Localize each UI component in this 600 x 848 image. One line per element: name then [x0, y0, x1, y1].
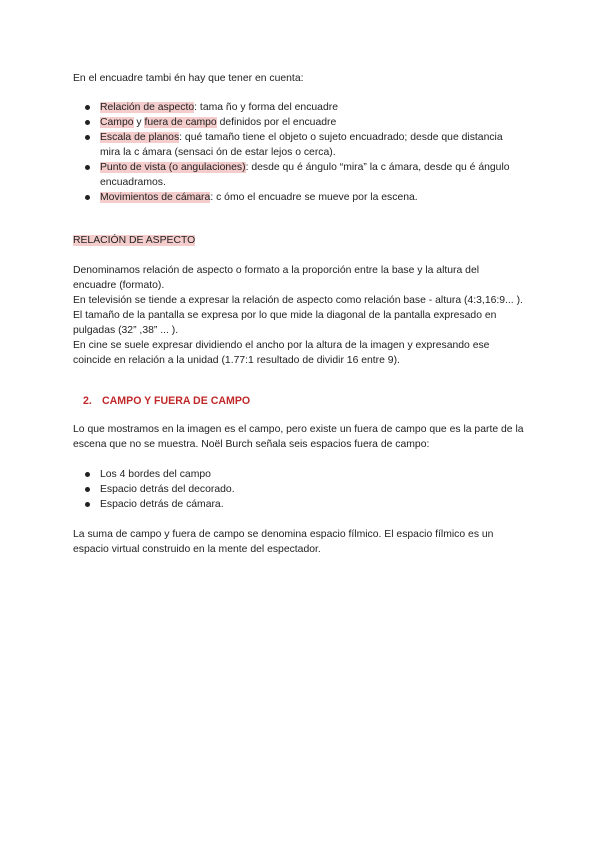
section-label [73, 233, 195, 248]
section-heading [83, 394, 250, 409]
item-text: : tama ño y forma del encuadre [194, 102, 338, 113]
list-item [85, 100, 525, 115]
campo-paragraph: Lo que mostramos en la imagen es el campo, pero existe un fuera de campo que es la parte de la escena que no se muestra. Noël Burch señala seis espacios fuera de campo: [73, 424, 524, 450]
heading-text: CAMPO Y FUERA DE CAMPO [102, 395, 251, 407]
term-highlight: Campo [100, 117, 134, 128]
list-item [85, 115, 525, 130]
term-highlight: Escala de planos [100, 132, 180, 143]
list-item: Espacio detrás del decorado. [85, 482, 525, 497]
item-text: : c ómo el encuadre se mueve por la escena. [210, 192, 418, 203]
list-item [85, 190, 525, 205]
list-item: Espacio detrás de cámara. [85, 497, 525, 512]
term-highlight: fuera de campo [144, 117, 217, 128]
paragraph-line: En televisión se tiende a expresar la relación de aspecto como relación base - altura (4:3,16:9... ). El tamaño de la pantalla se expresa por lo que mide la diagonal de la pantalla expresado en pulgadas (32” ,38” ... ). [73, 295, 523, 336]
paragraph-line: En cine se suele expresar dividiendo el ancho por la altura de la imagen y expresando ese coincide en relación a la unidad (1.77:1 resultado de dividir 16 entre 9). [73, 340, 490, 366]
heading-number: 2. [83, 395, 92, 407]
item-connector: y [133, 117, 145, 128]
item-text: definidos por el encuadre [216, 117, 337, 128]
section-label-text: RELACIÓN DE ASPECTO [73, 235, 196, 246]
intro-text: En el encuadre tambi én hay que tener en cuenta: [73, 73, 304, 84]
term-highlight: Movimientos de cámara [100, 192, 211, 203]
list-item: Los 4 bordes del campo [85, 467, 525, 482]
paragraph-line: Denominamos relación de aspecto o formato a la proporción entre la base y la altura del encuadre (formato). [73, 265, 480, 291]
fuera-campo-list [85, 467, 525, 512]
term-highlight: Relación de aspecto [100, 102, 195, 113]
encuadre-list [85, 100, 525, 205]
aspect-ratio-paragraph [73, 263, 525, 368]
list-item [85, 160, 525, 190]
espacio-filmico-paragraph: La suma de campo y fuera de campo se denomina espacio fílmico. El espacio fílmico es un espacio virtual construido en la mente del espectador. [73, 529, 494, 555]
list-item [85, 130, 525, 160]
item-text: : qué tamaño tiene el objeto o sujeto encuadrado; desde que distancia mira la c ámara (sensaci ón de estar lejos o cerca). [100, 132, 503, 158]
item-text: : desde qu é ángulo “mira” la c ámara, desde qu é ángulo encuadramos. [100, 162, 510, 188]
term-highlight: Punto de vista (o angulaciones) [100, 162, 246, 173]
